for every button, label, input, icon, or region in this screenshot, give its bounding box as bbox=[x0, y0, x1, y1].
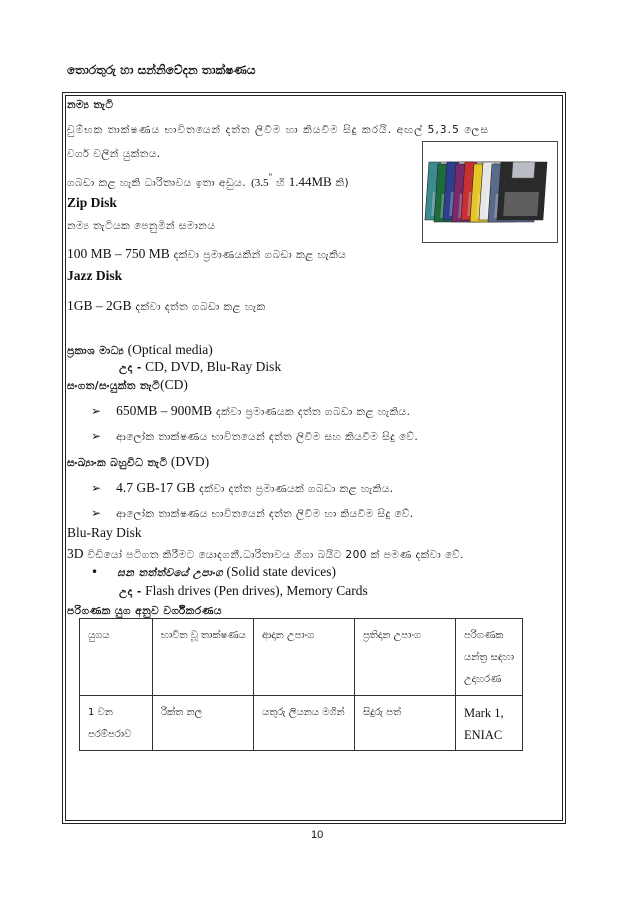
jazz-disk-heading: Jazz Disk bbox=[67, 268, 123, 283]
dvd-item-1 bbox=[91, 477, 394, 496]
zip-disk-line2 bbox=[67, 243, 346, 262]
table-header-cell: ප්‍රතිදාන උපාංග bbox=[355, 619, 456, 696]
table-header-row bbox=[80, 619, 523, 696]
solid-state-heading-en: (Solid state devices) bbox=[223, 564, 336, 579]
dvd-heading-en: (DVD) bbox=[167, 454, 210, 469]
capacity-suffix: කි) bbox=[331, 177, 350, 189]
cd-item-2-si: ආලෝක තාක්ෂණය භාවිතයෙන් දත්ත ලිවීම සහ කියවීම සිදු වේ. bbox=[116, 431, 419, 443]
capacity-mb: 1.44MB bbox=[288, 174, 332, 189]
optical-example-label: උදා - bbox=[119, 362, 142, 374]
dvd-item-2 bbox=[91, 502, 414, 521]
capacity-mid: හි bbox=[272, 177, 289, 189]
bluray-line bbox=[67, 543, 464, 562]
capacity-sup: " bbox=[268, 172, 273, 182]
solid-state-heading bbox=[91, 561, 336, 580]
cd-item-2 bbox=[91, 425, 418, 444]
table-cell: යතුරු ලියනය මගින් bbox=[254, 696, 355, 751]
generations-heading: පරිගණක යුග අනුව වර්ගීකරණය bbox=[67, 605, 222, 617]
bluray-heading: Blu-Ray Disk bbox=[67, 525, 142, 540]
zip-disk-line1: නම්‍ය තැටියක පෙනුමින් සමානය bbox=[67, 220, 216, 232]
solid-state-heading-si: ඝන තත්ත්වයේ උපාංග bbox=[117, 567, 224, 579]
arrow-bullet-icon: ➢ bbox=[91, 404, 102, 418]
zip-disk-heading: Zip Disk bbox=[67, 195, 117, 210]
flexible-disk-capacity bbox=[67, 171, 349, 190]
table-header-cell: භාවිත වූ තාක්ෂණය bbox=[153, 619, 254, 696]
arrow-bullet-icon: ➢ bbox=[91, 506, 102, 520]
floppy-disk-icon bbox=[497, 162, 547, 220]
arrow-bullet-icon: ➢ bbox=[91, 481, 102, 495]
bullet-dot-icon: • bbox=[91, 565, 99, 579]
flexible-disk-heading: නම්‍ය තැටි bbox=[67, 99, 114, 111]
jazz-disk-capacity: 1GB – 2GB bbox=[67, 298, 132, 313]
floppy-disks-image bbox=[422, 141, 558, 243]
zip-disk-capacity-desc: දක්වා ප්‍රමාණයකින් ගබඩා කළ හැකිය bbox=[169, 249, 347, 261]
table-header-cell: ආදාන උපාංග bbox=[254, 619, 355, 696]
capacity-size: (3.5 bbox=[251, 177, 269, 189]
table-header-cell: යුගය bbox=[80, 619, 153, 696]
dvd-heading bbox=[67, 451, 209, 470]
jazz-disk-line bbox=[67, 295, 266, 314]
cd-item-1-en: 650MB – 900MB bbox=[116, 403, 213, 418]
cd-heading-si: සංගත/සංයුක්ත තැටි bbox=[67, 380, 161, 392]
optical-heading-en: (Optical media) bbox=[124, 342, 213, 357]
cd-heading-en: (CD) bbox=[160, 377, 188, 392]
solid-state-example bbox=[119, 580, 368, 599]
optical-example-text: CD, DVD, Blu-Ray Disk bbox=[141, 359, 282, 374]
capacity-prefix: ගබඩා කළ හැකි ධාරිතාවය ඉතා අඩුය. bbox=[67, 177, 247, 189]
arrow-bullet-icon: ➢ bbox=[91, 429, 102, 443]
optical-heading-si: ප්‍රකාශ මාධ්‍ය bbox=[67, 345, 125, 357]
table-cell: 1 වන පරම්පරාව bbox=[80, 696, 153, 751]
zip-disk-capacity: 100 MB – 750 MB bbox=[67, 246, 170, 261]
flexible-disk-desc-line1: චුම්භක තාක්ෂණය භාවිතයෙන් දත්ත ලිවීම හා කියවීම සිදු කරයි. අඟල් 5,3.5 ලෙස bbox=[67, 124, 490, 136]
table-header-cell: පරිගණක යන්ත්‍ර සඳහා උදාහරණ bbox=[456, 619, 523, 696]
page-header: තොරතුරු හා සන්නිවේදන තාක්ෂණය bbox=[67, 63, 256, 77]
generations-table bbox=[79, 618, 523, 751]
flexible-disk-desc-line2: වර්ග වලින් යුක්තය. bbox=[67, 148, 161, 160]
dvd-item-1-en: 4.7 GB-17 GB bbox=[116, 480, 196, 495]
dvd-item-1-si: දක්වා දත්ත ප්‍රමාණයක් ගබඩා කළ හැකිය. bbox=[195, 483, 394, 495]
table-cell: රික්ත නල bbox=[153, 696, 254, 751]
optical-example bbox=[119, 356, 281, 375]
table-row bbox=[80, 696, 523, 751]
solid-state-example-label: උදා - bbox=[119, 586, 142, 598]
page-number: 10 bbox=[311, 829, 324, 841]
bluray-line-en: 3D bbox=[67, 546, 84, 561]
cd-heading bbox=[67, 374, 188, 393]
bluray-line-si: විඩියෝ පටිගත කිරීමට යොදගනී.ධාරිතාවය ගිගා බයිට 200 ක් පමණ දක්වා වේ. bbox=[83, 549, 465, 561]
jazz-disk-capacity-desc: දක්වා දත්ත ගබඩා කළ හැක bbox=[131, 301, 266, 313]
dvd-heading-si: සංඛ්‍යාංක බහුවිධ තැටි bbox=[67, 457, 168, 469]
dvd-item-2-si: ආලෝක තාක්ෂණය භාවිතයෙන් දත්ත ලිවීම හා කියවීම සිදු වේ. bbox=[116, 508, 414, 520]
table-cell: සිදුරු පත් bbox=[355, 696, 456, 751]
cd-item-1-si: දක්වා ප්‍රමාණයක දත්ත ගබඩා කළ හැකිය. bbox=[212, 406, 411, 418]
floppy-disks-illustration bbox=[423, 142, 557, 242]
table-cell: Mark 1, ENIAC bbox=[456, 696, 523, 751]
cd-item-1 bbox=[91, 400, 411, 419]
solid-state-example-text: Flash drives (Pen drives), Memory Cards bbox=[141, 583, 368, 598]
